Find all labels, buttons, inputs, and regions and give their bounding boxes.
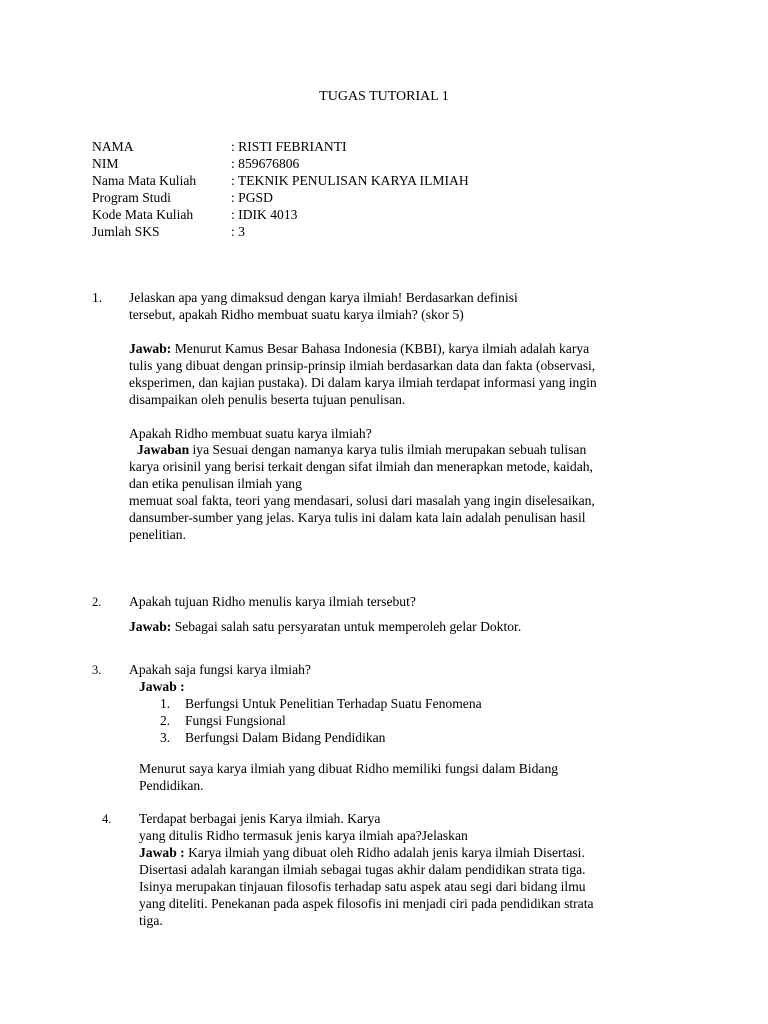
q4-answer — [139, 844, 594, 929]
info-value: : RISTI FEBRIANTI — [231, 139, 347, 154]
q1-answer-2 — [129, 441, 595, 543]
list-item-text: Fungsi Fungsional — [185, 713, 286, 728]
info-value: : IDIK 4013 — [231, 207, 298, 222]
q4-answer-text: Karya ilmiah yang dibuat oleh Ridho adalah jenis karya ilmiah Disertasi. — [184, 845, 585, 860]
q3-number: 3. — [92, 663, 102, 677]
q1-answer-line: eksperimen, dan kajian pustaka). Di dalam karya ilmiah terdapat informasi yang ingin — [129, 375, 597, 390]
q1-sub-question: Apakah Ridho membuat suatu karya ilmiah? — [129, 426, 372, 441]
q2-question: Apakah tujuan Ridho menulis karya ilmiah tersebut? — [129, 594, 416, 609]
q4-answer-line: tiga. — [139, 913, 163, 928]
q1-answer2-line: dansumber-sumber yang jelas. Karya tulis ini dalam kata lain adalah penulisan hasil — [129, 510, 586, 525]
info-value: : PGSD — [231, 190, 273, 205]
q1-answer-text: Menurut Kamus Besar Bahasa Indonesia (KBBI), karya ilmiah adalah karya — [171, 341, 590, 356]
info-value: : 3 — [231, 224, 245, 239]
document-title: TUGAS TUTORIAL 1 — [319, 89, 449, 104]
info-row-mata-kuliah — [92, 172, 469, 189]
info-row-nim — [92, 155, 469, 172]
info-row-sks — [92, 223, 469, 240]
info-row-kode — [92, 206, 469, 223]
q4-answer-line: Isinya merupakan tinjauan filosofis terhadap satu aspek atau segi dari bidang ilmu — [139, 879, 586, 894]
q4-question-line: yang ditulis Ridho termasuk jenis karya ilmiah apa?Jelaskan — [139, 828, 468, 843]
q1-answer2-line: memuat soal fakta, teori yang mendasari, solusi dari masalah yang ingin diselesaikan, — [129, 493, 595, 508]
q2-answer-label: Jawab: — [129, 619, 172, 634]
q1-answer2-line: karya orisinil yang berisi terkait dengan sifat ilmiah dan menerapkan metode, kaidah, — [129, 459, 593, 474]
q2-number: 2. — [92, 595, 102, 609]
q2-answer — [129, 618, 521, 635]
q1-answer2-text: iya Sesuai dengan namanya karya tulis ilmiah merupakan sebuah tulisan — [189, 442, 587, 457]
info-label: Jumlah SKS — [92, 224, 160, 239]
info-label: NIM — [92, 156, 119, 171]
q1-answer2-label: Jawaban — [137, 442, 190, 457]
q3-question: Apakah saja fungsi karya ilmiah? — [129, 662, 311, 677]
info-label: NAMA — [92, 139, 134, 154]
q1-answer-label: Jawab: — [129, 341, 172, 356]
q4-answer-line: yang diteliti. Penekanan pada aspek filosofis ini menjadi ciri pada pendidikan strata — [139, 896, 594, 911]
q1-answer — [129, 340, 597, 408]
list-item — [160, 729, 482, 746]
q4-number: 4. — [102, 812, 112, 826]
list-item-text: Berfungsi Untuk Penelitian Terhadap Suatu Fenomena — [185, 696, 482, 711]
list-item-number: 3. — [160, 730, 171, 745]
q3-answer-label: Jawab : — [139, 679, 185, 694]
q1-number: 1. — [92, 290, 103, 305]
q4-question-line: Terdapat berbagai jenis Karya ilmiah. Karya — [139, 811, 381, 826]
q1-question-line: tersebut, apakah Ridho membuat suatu karya ilmiah? (skor 5) — [129, 307, 464, 322]
q1-answer2-line: dan etika penulisan ilmiah yang — [129, 476, 302, 491]
info-row-nama — [92, 138, 469, 155]
q1-answer2-line: penelitian. — [129, 527, 186, 542]
list-item — [160, 712, 482, 729]
q1-answer-line: tulis yang dibuat dengan prinsip-prinsip ilmiah berdasarkan data dan fakta (observasi, — [129, 358, 596, 373]
info-label: Kode Mata Kuliah — [92, 207, 194, 222]
info-value: : 859676806 — [231, 156, 300, 171]
info-value: : TEKNIK PENULISAN KARYA ILMIAH — [231, 173, 469, 188]
q3-function-list — [160, 695, 482, 746]
info-label: Program Studi — [92, 190, 171, 205]
list-item — [160, 695, 482, 712]
q1-question-line: Jelaskan apa yang dimaksud dengan karya ilmiah! Berdasarkan definisi — [129, 290, 518, 305]
q1-question — [129, 289, 518, 323]
q4-question — [139, 810, 468, 844]
list-item-text: Berfungsi Dalam Bidang Pendidikan — [185, 730, 386, 745]
q1-answer-line: disampaikan oleh penulis beserta tujuan penulisan. — [129, 392, 406, 407]
list-item-number: 1. — [160, 696, 171, 711]
q2-answer-text: Sebagai salah satu persyaratan untuk memperoleh gelar Doktor. — [171, 619, 522, 634]
info-label: Nama Mata Kuliah — [92, 173, 197, 188]
q3-conclusion-line: Menurut saya karya ilmiah yang dibuat Ridho memiliki fungsi dalam Bidang — [139, 761, 559, 776]
info-row-program-studi — [92, 189, 469, 206]
q4-answer-line: Disertasi adalah karangan ilmiah sebagai tugas akhir dalam pendidikan strata tiga. — [139, 862, 586, 877]
q3-conclusion — [139, 760, 558, 794]
q4-answer-label: Jawab : — [139, 845, 185, 860]
q3-conclusion-line: Pendidikan. — [139, 778, 204, 793]
list-item-number: 2. — [160, 713, 171, 728]
student-info — [92, 138, 469, 240]
